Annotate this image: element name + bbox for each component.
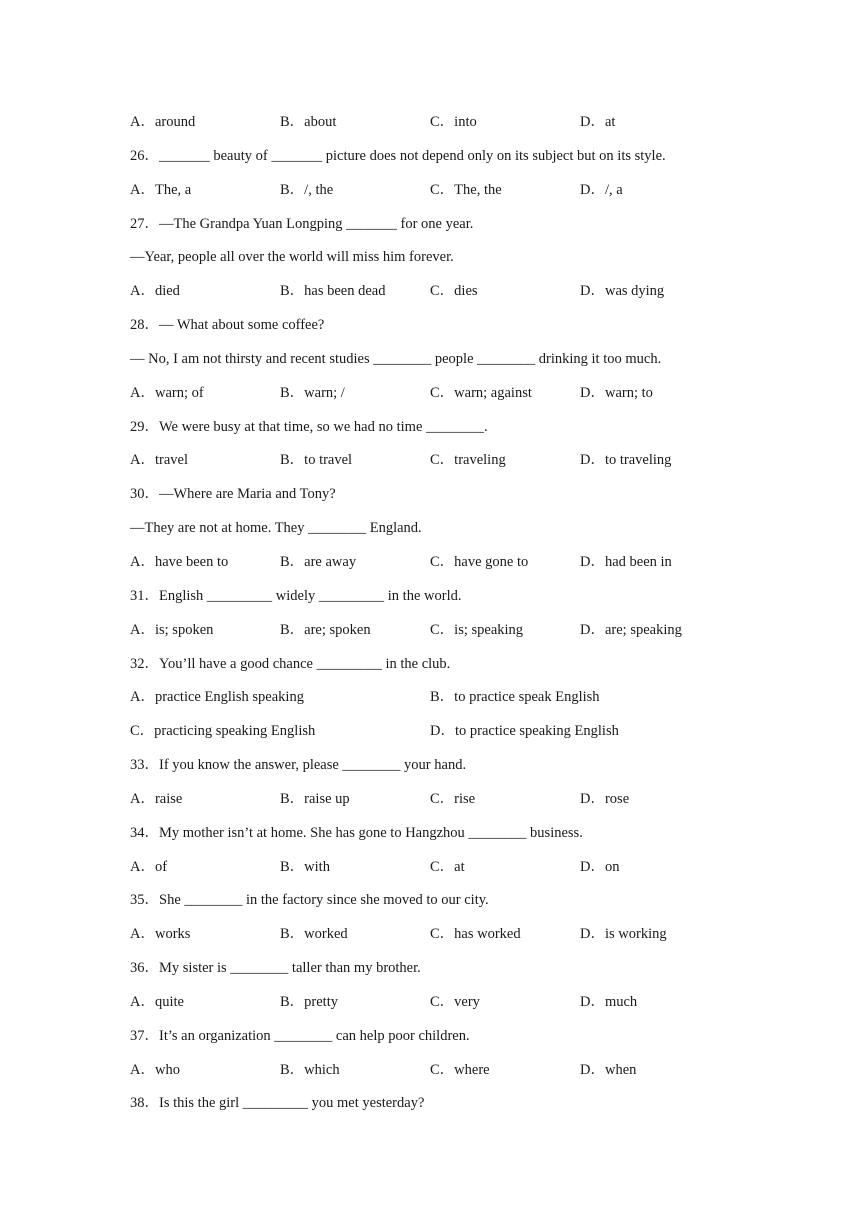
answer-option: D．on	[580, 858, 620, 875]
document-page	[130, 110, 750, 1125]
answer-option: A．died	[130, 283, 180, 300]
question-line: 26．_______ beauty of _______ picture does not depend only on its subject but on its style.	[130, 147, 666, 164]
answer-option: D．are; speaking	[580, 621, 682, 638]
answer-option: A．travel	[130, 452, 188, 469]
answer-option: D．was dying	[580, 283, 665, 300]
question-line: 28．— What about some coffee?	[130, 317, 325, 334]
answer-options-row	[130, 279, 750, 313]
answer-option: C．rise	[430, 790, 476, 807]
answer-option: C．where	[430, 1061, 490, 1078]
answer-options-row	[130, 787, 750, 821]
answer-option: C．has worked	[430, 926, 521, 943]
answer-option: C．The, the	[430, 181, 502, 198]
question-line: — No, I am not thirsty and recent studies ________ people ________ drinking it too much.	[130, 350, 662, 367]
question-line: 32．You’ll have a good chance _________ in the club.	[130, 655, 451, 672]
question-line: —Year, people all over the world will miss him forever.	[130, 249, 454, 266]
answer-option: D．to traveling	[580, 452, 672, 469]
answer-option: D．rose	[580, 790, 630, 807]
answer-option: B．to practice speak English	[430, 689, 600, 706]
answer-option: B．/, the	[280, 181, 334, 198]
answer-options-row	[130, 110, 750, 144]
answer-option: D．at	[580, 114, 616, 130]
answer-option: A．of	[130, 858, 168, 875]
answer-option: A．have been to	[130, 553, 229, 570]
answer-option: D．much	[580, 993, 638, 1010]
answer-option: B．to travel	[280, 452, 353, 469]
answer-options-row	[130, 1058, 750, 1092]
answer-options-row	[130, 685, 750, 719]
question-line: 27．—The Grandpa Yuan Longping _______ for one year.	[130, 215, 474, 232]
answer-options-row	[130, 448, 750, 482]
answer-option: C．very	[430, 993, 480, 1010]
answer-options-row	[130, 381, 750, 415]
answer-option: B．warn; /	[280, 384, 345, 401]
question-line: 31．English _________ widely _________ in the world.	[130, 587, 462, 604]
answer-options-row	[130, 990, 750, 1024]
answer-option: C．warn; against	[430, 384, 532, 401]
answer-option: C．into	[430, 114, 477, 130]
question-line: 35．She ________ in the factory since she moved to our city.	[130, 892, 489, 909]
answer-option: C．have gone to	[430, 553, 529, 570]
answer-option: B．about	[280, 114, 337, 130]
answer-option: B．raise up	[280, 790, 350, 807]
answer-option: A．The, a	[130, 181, 192, 198]
answer-options-row	[130, 618, 750, 652]
answer-options-row	[130, 922, 750, 956]
answer-option: A．quite	[130, 993, 184, 1010]
answer-options-row	[130, 550, 750, 584]
answer-option: A．around	[130, 114, 196, 130]
answer-option: C．at	[430, 858, 465, 875]
answer-option: B．are away	[280, 553, 357, 570]
answer-option: A．works	[130, 926, 191, 943]
question-line: 33．If you know the answer, please ________ your hand.	[130, 757, 467, 774]
question-line: —They are not at home. They ________ England.	[130, 520, 422, 537]
answer-option: B．worked	[280, 926, 348, 943]
answer-option: D．/, a	[580, 181, 623, 198]
answer-option: C．is; speaking	[430, 621, 524, 638]
question-line: 34．My mother isn’t at home. She has gone to Hangzhou ________ business.	[130, 824, 583, 841]
answer-option: D．to practice speaking English	[430, 723, 619, 740]
answer-option: A．is; spoken	[130, 621, 214, 638]
answer-option: B．pretty	[280, 993, 338, 1010]
answer-option: C．practicing speaking English	[130, 723, 316, 740]
answer-option: B．are; spoken	[280, 621, 371, 638]
question-line: 29．We were busy at that time, so we had no time ________.	[130, 418, 488, 435]
answer-option: A．practice English speaking	[130, 689, 304, 706]
answer-option: A．who	[130, 1061, 180, 1078]
question-line: 38．Is this the girl _________ you met yesterday?	[130, 1095, 425, 1112]
question-line: 37．It’s an organization ________ can help poor children.	[130, 1027, 470, 1044]
answer-option: B．with	[280, 858, 330, 875]
answer-option: B．has been dead	[280, 283, 386, 300]
answer-options-row	[130, 178, 750, 212]
question-line: 30．—Where are Maria and Tony?	[130, 486, 336, 503]
answer-option: D．is working	[580, 926, 667, 943]
answer-option: D．had been in	[580, 553, 672, 570]
question-line: 36．My sister is ________ taller than my brother.	[130, 960, 421, 977]
answer-options-row	[130, 719, 750, 753]
answer-option: C．traveling	[430, 452, 506, 469]
answer-option: A．warn; of	[130, 384, 204, 401]
answer-options-row	[130, 855, 750, 889]
answer-option: D．warn; to	[580, 384, 653, 401]
answer-option: C．dies	[430, 283, 478, 300]
answer-option: A．raise	[130, 790, 183, 807]
answer-option: D．when	[580, 1061, 637, 1078]
answer-option: B．which	[280, 1061, 340, 1078]
